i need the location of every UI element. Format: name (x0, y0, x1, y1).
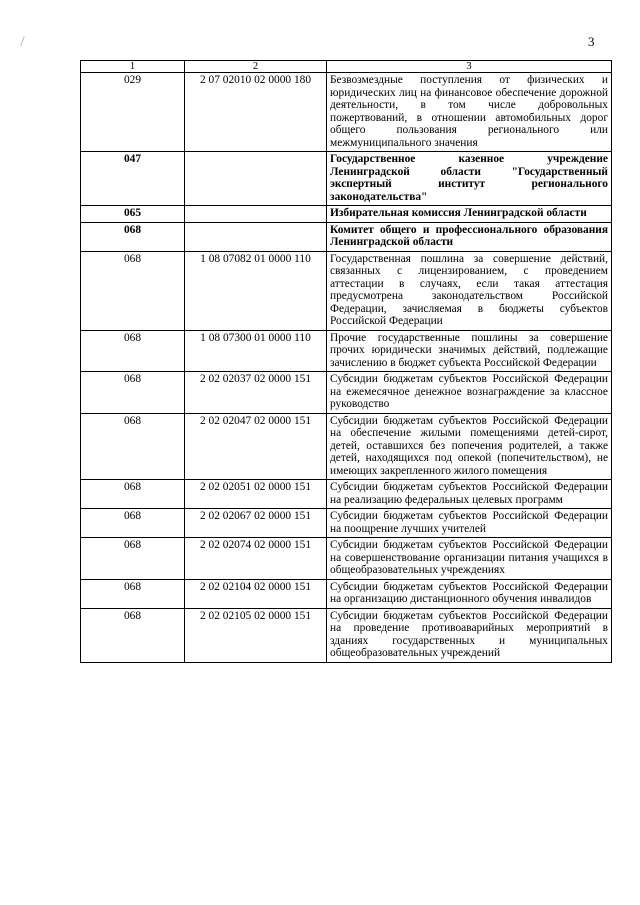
admin-code-cell: 068 (81, 222, 185, 251)
revenue-code-cell (185, 222, 327, 251)
table-row (81, 152, 612, 206)
table-row (81, 579, 612, 608)
table-body (81, 61, 612, 663)
revenue-name-cell: Субсидии бюджетам субъектов Российской Федерации на совершенствование организации питания учащихся в общеобразовательных учреждениях (327, 538, 612, 580)
revenue-name-cell: Субсидии бюджетам субъектов Российской Федерации на поощрение лучших учителей (327, 509, 612, 538)
revenue-name-cell: Субсидии бюджетам субъектов Российской Федерации на реализацию федеральных целевых программ (327, 480, 612, 509)
table-row (81, 608, 612, 662)
column-number-row (81, 61, 612, 73)
admin-code-cell: 068 (81, 330, 185, 372)
revenue-code-cell: 2 02 02067 02 0000 151 (185, 509, 327, 538)
admin-code-cell: 068 (81, 509, 185, 538)
revenue-code-cell: 2 02 02105 02 0000 151 (185, 608, 327, 662)
admin-code-cell: 068 (81, 251, 185, 330)
table-row (81, 480, 612, 509)
admin-code-cell: 068 (81, 608, 185, 662)
revenue-name-cell: Прочие государственные пошлины за совершение прочих юридически значимых действий, подлежащие зачислению в бюджет субъекта Российской Федерации (327, 330, 612, 372)
column-number-3: 3 (327, 61, 612, 73)
revenue-code-cell: 1 08 07082 01 0000 110 (185, 251, 327, 330)
table-row (81, 73, 612, 152)
revenue-code-cell: 2 02 02074 02 0000 151 (185, 538, 327, 580)
table-row (81, 330, 612, 372)
revenue-name-cell: Субсидии бюджетам субъектов Российской Федерации на организацию дистанционного обучения инвалидов (327, 579, 612, 608)
revenue-code-cell: 1 08 07300 01 0000 110 (185, 330, 327, 372)
table-row (81, 372, 612, 414)
column-number-2: 2 (185, 61, 327, 73)
admin-code-cell: 029 (81, 73, 185, 152)
revenue-code-cell: 2 07 02010 02 0000 180 (185, 73, 327, 152)
revenue-name-cell: Субсидии бюджетам субъектов Российской Федерации на ежемесячное денежное вознаграждение за классное руководство (327, 372, 612, 414)
revenue-name-cell: Избирательная комиссия Ленинградской области (327, 206, 612, 223)
revenue-codes-table (80, 60, 612, 663)
revenue-code-cell (185, 206, 327, 223)
revenue-code-cell: 2 02 02104 02 0000 151 (185, 579, 327, 608)
revenue-name-cell: Комитет общего и профессионального образования Ленинградской области (327, 222, 612, 251)
table-row (81, 222, 612, 251)
table-row (81, 413, 612, 480)
revenue-code-cell: 2 02 02037 02 0000 151 (185, 372, 327, 414)
revenue-name-cell: Субсидии бюджетам субъектов Российской Федерации на проведение противоаварийных мероприятий в зданиях государственных и муниципальных общеобразовательных учреждений (327, 608, 612, 662)
admin-code-cell: 068 (81, 480, 185, 509)
revenue-name-cell: Государственная пошлина за совершение действий, связанных с лицензированием, с проведением аттестации в случаях, если такая аттестация предусмотрена законодательством Российской Федерации, зачисляемая в бюджеты субъектов Российской Федерации (327, 251, 612, 330)
table-row (81, 509, 612, 538)
admin-code-cell: 068 (81, 538, 185, 580)
admin-code-cell: 068 (81, 413, 185, 480)
admin-code-cell: 065 (81, 206, 185, 223)
table-row (81, 251, 612, 330)
page-number: 3 (588, 34, 595, 49)
column-number-1: 1 (81, 61, 185, 73)
admin-code-cell: 047 (81, 152, 185, 206)
table-row (81, 206, 612, 223)
revenue-name-cell: Безвозмездные поступления от физических и юридических лиц на финансовое обеспечение дорожной деятельности, в том числе добровольных пожертвований, в отношении автомобильных дорог общего пользования регионального или межмуниципального значения (327, 73, 612, 152)
revenue-code-cell: 2 02 02047 02 0000 151 (185, 413, 327, 480)
revenue-code-cell: 2 02 02051 02 0000 151 (185, 480, 327, 509)
table-row (81, 538, 612, 580)
scan-mark (20, 36, 31, 46)
admin-code-cell: 068 (81, 579, 185, 608)
admin-code-cell: 068 (81, 372, 185, 414)
revenue-name-cell: Государственное казенное учреждение Ленинградской области "Государственный экспертный институт регионального законодательства" (327, 152, 612, 206)
revenue-name-cell: Субсидии бюджетам субъектов Российской Федерации на обеспечение жилыми помещениями детей-сирот, детей, оставшихся без попечения родителей, а также детей, находящихся под опекой (попечительством), не имеющих закрепленного жилого помещения (327, 413, 612, 480)
revenue-code-cell (185, 152, 327, 206)
